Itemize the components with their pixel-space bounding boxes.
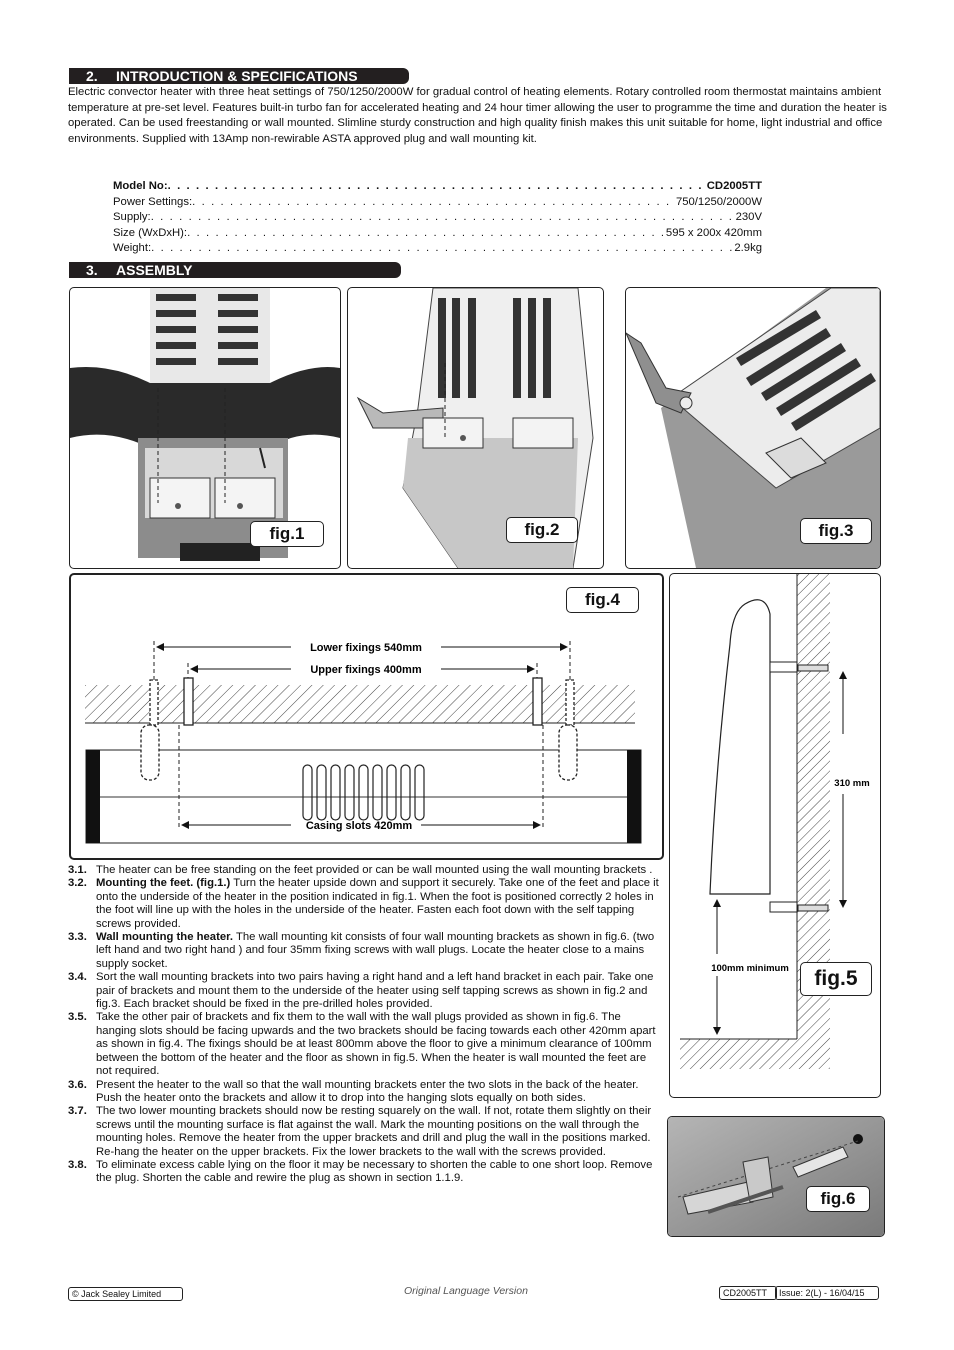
fig6-panel	[667, 1116, 885, 1237]
spec-row	[113, 226, 762, 242]
step-number: 3.6.	[68, 1078, 87, 1091]
footer-model: CD2005TT	[719, 1286, 777, 1300]
section-3-header	[69, 262, 401, 278]
fig2-label: fig.2	[506, 517, 578, 543]
step-number: 3.3.	[68, 931, 87, 944]
step-text: Sort the wall mounting brackets into two pairs having a right hand and a left hand bracket in each pair. Take one pair of brackets and mount them to the underside of the heater using self tapping screws as shown in fig.2 and fig.3. Each bracket should be fixed in the pre-drilled holes provided.	[96, 971, 654, 1011]
spec-label: Weight:	[113, 242, 152, 255]
step-item	[68, 1159, 660, 1186]
step-item	[68, 877, 660, 931]
spec-label: Size (WxDxH):	[113, 226, 188, 239]
spec-row	[113, 179, 762, 195]
fig4-lower-fixings-label: Lower fixings 540mm	[310, 642, 422, 654]
spec-value: CD2005TT	[706, 180, 762, 192]
step-number: 3.8.	[68, 1158, 87, 1171]
fig5-label: fig.5	[800, 962, 872, 996]
step-item	[68, 931, 660, 971]
step-lead: Wall mounting the heater.	[96, 931, 234, 944]
fig3-panel	[625, 287, 881, 569]
assembly-steps	[68, 864, 660, 1186]
step-number: 3.4.	[68, 971, 87, 984]
step-item	[68, 1011, 660, 1078]
step-text: The two lower mounting brackets should now be resting squarely on the wall. If not, rotate them slightly on their screws until the mounting surface is flat against the wall. Mark the mounting positions on the wall through the mounting holes. Remove the heater from the upper brackets and drill and plug the wall in the positions marked. Re-hang the heater on the upper brackets. Fix the lower brackets to the wall with the screws provided.	[96, 1105, 652, 1158]
section-title: ASSEMBLY	[116, 262, 193, 278]
footer-issue: Issue: 2(L) - 16/04/15	[775, 1286, 879, 1300]
footer-language: Original Language Version	[404, 1285, 528, 1297]
step-lead: Mounting the feet. (fig.1.)	[96, 877, 231, 890]
footer-copyright: © Jack Sealey Limited	[68, 1287, 183, 1301]
section-number: 2.	[86, 68, 98, 84]
fig4-panel	[69, 573, 664, 860]
spec-row	[113, 241, 762, 257]
fig4-label: fig.4	[566, 587, 639, 613]
step-number: 3.7.	[68, 1105, 87, 1118]
spec-value: 595 x 200x 420mm	[665, 226, 762, 239]
fig5-diagram	[670, 574, 880, 1097]
fig5-panel	[669, 573, 881, 1098]
spec-label: Model No:	[113, 180, 168, 192]
fig4-diagram	[71, 575, 662, 858]
section-number: 3.	[86, 262, 98, 278]
step-text: Present the heater to the wall so that the wall mounting brackets enter the two slots in the back of the heater. Push the heater onto the brackets and allow it to drop into the hanging slots equally on both sides.	[96, 1078, 639, 1104]
spec-list	[113, 179, 762, 257]
spec-value: 750/1250/2000W	[675, 195, 762, 208]
spec-row	[113, 210, 762, 226]
step-text: To eliminate excess cable lying on the floor it may be necessary to shorten the cable to one short loop. Remove the plug. Shorten the cable and rewire the plug as shown in section 1.1.9.	[96, 1158, 653, 1185]
spec-row	[113, 195, 762, 211]
fig3-label: fig.3	[800, 518, 872, 544]
step-text: The wall mounting kit consists of four wall mounting brackets as shown in fig.6. (two left hand and two right hand ) and four 35mm fixing screws with wall plugs. Locate the heater close to a mains supply socket.	[96, 931, 655, 970]
step-text: Turn the heater upside down and support it securely. Take one of the feet and place it onto the underside of the heater in the position indicated in fig.1. When the foot is positioned correctly 2 holes in the foot will line up with the holes in the underside of the heater. Fasten each foot down with the self tapping screws provided.	[96, 877, 659, 930]
step-number: 3.5.	[68, 1011, 87, 1024]
fig1-label: fig.1	[250, 521, 324, 547]
fig6-label: fig.6	[806, 1186, 870, 1212]
intro-paragraph: Electric convector heater with three heat settings of 750/1250/2000W for gradual control of heating elements. Rotary controlled room thermostat maintains ambient temperature at pre-set level. Features built-in turbo fan for accelerated heating and 24 hour timer allowing the user to programme the time and duration the heater is operated. Can be used freestanding or wall mounted. Slimline sturdy construction and high quality finish makes this unit suitable for home, light industrial and office environments. Supplied with 13Amp non-rewirable ASTA approved plug and wall mounting kit.	[68, 86, 887, 145]
step-number: 3.2.	[68, 877, 87, 890]
spec-value: 2.9kg	[734, 242, 762, 255]
step-text: The heater can be free standing on the feet provided or can be wall mounted using the wall mounting brackets .	[96, 864, 653, 876]
fig5-height-label: 310 mm	[834, 778, 870, 789]
spec-value: 230V	[735, 211, 762, 224]
step-number: 3.1.	[68, 864, 87, 876]
fig4-upper-fixings-label: Upper fixings 400mm	[310, 664, 422, 676]
step-text: Take the other pair of brackets and fix them to the wall with the wall plugs provided as shown in fig.6. The hanging slots should be facing upwards and the two brackets should be facing towards each other 420mm apart as shown in fig.4. The fixings should be at least 800mm above the floor to give a minimum clearance of 100mm between the bottom of the heater and the floor as shown in fig.5. When the heater is wall mounted the feet are not required.	[96, 1011, 656, 1078]
spec-label: Power Settings:	[113, 195, 193, 208]
step-item	[68, 1079, 660, 1106]
fig2-panel	[347, 287, 604, 569]
section-2-header	[69, 68, 409, 84]
fig6-illustration	[668, 1117, 884, 1236]
fig4-casing-slots-label: Casing slots 420mm	[305, 820, 413, 832]
fig5-minimum-label: 100mm minimum	[711, 963, 789, 974]
fig1-panel	[69, 287, 341, 569]
step-item	[68, 864, 660, 877]
section-title: INTRODUCTION & SPECIFICATIONS	[116, 68, 358, 84]
spec-label: Supply:	[113, 211, 151, 224]
step-item	[68, 971, 660, 1011]
step-item	[68, 1105, 660, 1159]
